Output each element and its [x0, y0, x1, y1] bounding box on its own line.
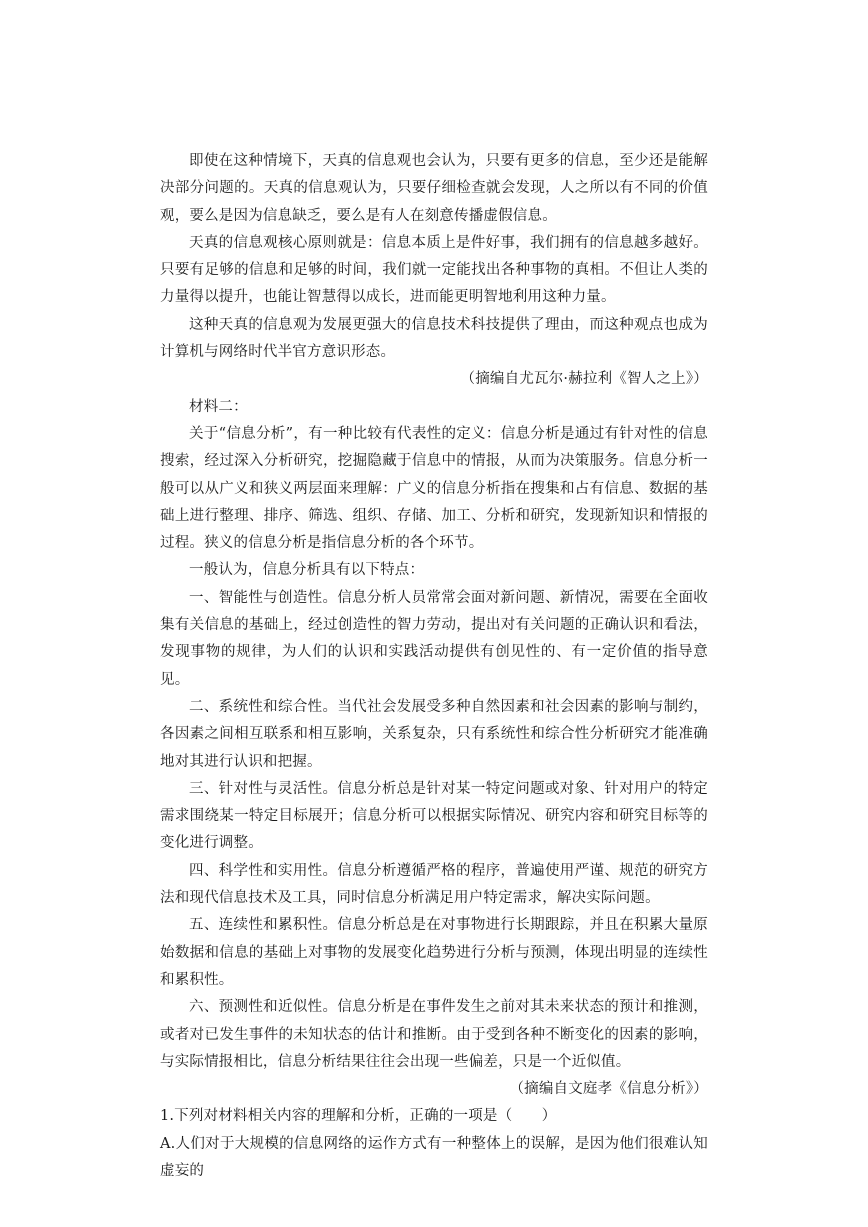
paragraph: 四、科学性和实用性。信息分析遵循严格的程序，普遍使用严谨、规范的研究方法和现代信息技术及工具，同时信息分析满足用户特定需求，解决实际问题。 [160, 862, 708, 907]
answer-option-a: A.人们对于大规模的信息网络的运作方式有一种整体上的误解，是因为他们很难认知虚妄的 [160, 1135, 708, 1179]
document-body [160, 148, 708, 1185]
source-citation: （摘编自尤瓦尔·赫拉利《智人之上》） [460, 371, 708, 388]
paragraph: 三、针对性与灵活性。信息分析总是针对某一特定问题或对象、针对用户的特定需求围绕某一特定目标展开；信息分析可以根据实际情况、研究内容和研究目标等的变化进行调整。 [160, 780, 708, 852]
paragraph: 一、智能性与创造性。信息分析人员常常会面对新问题、新情况，需要在全面收集有关信息的基础上，经过创造性的智力劳动，提出对有关问题的正确认识和看法，发现事物的规律，为人们的认识和实践活动提供有创见性的、有一定价值的指导意见。 [160, 589, 708, 688]
paragraph: 天真的信息观核心原则就是：信息本质上是件好事，我们拥有的信息越多越好。只要有足够的信息和足够的时间，我们就一定能找出各种事物的真相。不但让人类的力量得以提升，也能让智慧得以成长，进而能更明智地利用这种力量。 [160, 234, 708, 306]
paragraph: 关于“信息分析”，有一种比较有代表性的定义：信息分析是通过有针对性的信息搜索，经过深入分析研究，挖掘隐藏于信息中的情报，从而为决策服务。信息分析一般可以从广义和狭义两层面来理解：广义的信息分析指在搜集和占有信息、数据的基础上进行整理、排序、筛选、组织、存储、加工、分析和研究，发现新知识和情报的过程。狭义的信息分析是指信息分析的各个环节。 [160, 425, 708, 552]
section-heading: 材料二： [189, 398, 248, 415]
paragraph: 这种天真的信息观为发展更强大的信息技术科技提供了理由，而这种观点也成为计算机与网络时代半官方意识形态。 [160, 316, 708, 361]
paragraph: 六、预测性和近似性。信息分析是在事件发生之前对其未来状态的预计和推测，或者对已发生事件的未知状态的估计和推断。由于受到各种不断变化的因素的影响，与实际情报相比，信息分析结果往往会出现一些偏差，只是一个近似值。 [160, 999, 708, 1070]
paragraph: 五、连续性和累积性。信息分析总是在对事物进行长期跟踪，并且在积累大量原始数据和信息的基础上对事物的发展变化趋势进行分析与预测，体现出明显的连续性和累积性。 [160, 917, 708, 988]
paragraph: 即使在这种情境下，天真的信息观也会认为，只要有更多的信息，至少还是能解决部分问题的。天真的信息观认为，只要仔细检查就会发现，人之所以有不同的价值观，要么是因为信息缺乏，要么是有人在刻意传播虚假信息。 [160, 153, 708, 224]
paragraph: 二、系统性和综合性。当代社会发展受多种自然因素和社会因素的影响与制约，各因素之间相互联系和相互影响，关系复杂，只有系统性和综合性分析研究才能准确地对其进行认识和把握。 [160, 698, 708, 770]
question-stem: 1.下列对材料相关内容的理解和分析，正确的一项是（ ） [160, 1108, 557, 1125]
source-citation: （摘编自文庭孝《信息分析》） [509, 1081, 708, 1098]
paragraph: 一般认为，信息分析具有以下特点： [189, 562, 425, 579]
